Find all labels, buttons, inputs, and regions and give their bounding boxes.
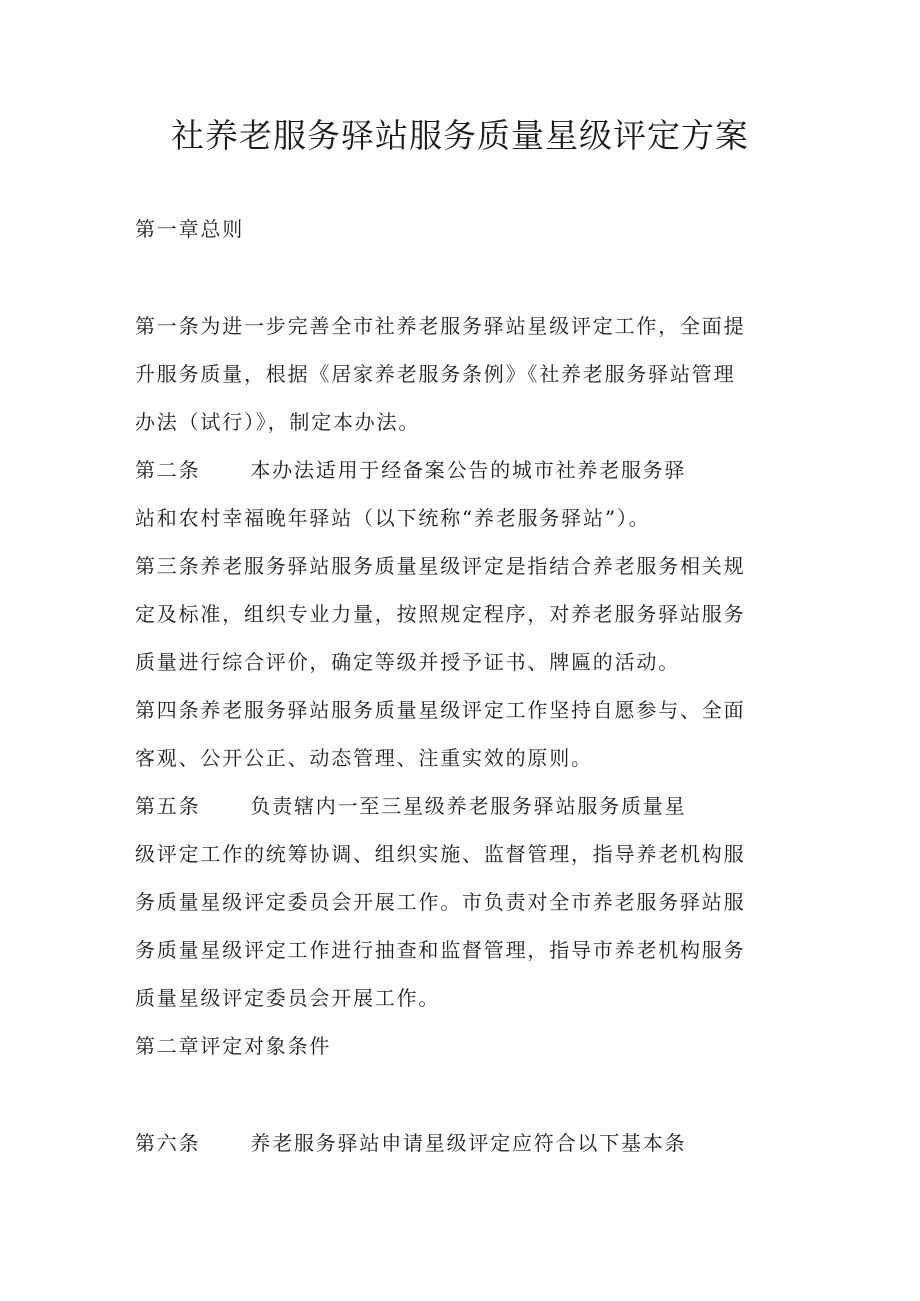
article3-line-2: 定及标准，组织专业力量，按照规定程序，对养老服务驿站服务 [135,602,746,626]
article5-line-2: 级评定工作的统筹协调、组织实施、监督管理，指导养老机构服 [135,842,746,866]
article5-line-4: 务质量星级评定工作进行抽查和监督管理，指导市养老机构服务 [135,938,746,962]
article2-line-1 [135,455,686,485]
article6-line-1 [135,1128,686,1158]
chapter1-heading: 第一章总则 [135,217,244,241]
article1-line-2: 升服务质量，根据《居家养老服务条例》《社养老服务驿站管理 [135,362,736,386]
article3-line-3: 质量进行综合评价，确定等级并授予证书、牌匾的活动。 [135,650,680,674]
article2-line-2: 站和农村幸福晚年驿站（以下统称“养老服务驿站”）。 [135,506,651,530]
article6-label: 第六条 [135,1131,201,1155]
article1-line-3: 办法（试行）》，制定本办法。 [135,410,421,434]
article2-text-1: 本办法适用于经备案公告的城市社养老服务驿 [250,458,687,482]
article6-text-1: 养老服务驿站申请星级评定应符合以下基本条 [250,1131,687,1155]
article5-label: 第五条 [135,794,201,818]
article5-text-1: 负责辖内一至三星级养老服务驿站服务质量星 [250,794,687,818]
article5-line-1 [135,791,686,821]
article1-line-1: 第一条为进一步完善全市社养老服务驿站星级评定工作，全面提 [135,314,746,338]
article4-line-1: 第四条养老服务驿站服务质量星级评定工作坚持自愿参与、全面 [135,698,746,722]
article5-line-5: 质量星级评定委员会开展工作。 [135,986,441,1010]
article5-line-3: 务质量星级评定委员会开展工作。市负责对全市养老服务驿站服 [135,890,746,914]
article2-label: 第二条 [135,458,201,482]
article4-line-2: 客观、公开公正、动态管理、注重实效的原则。 [135,746,593,770]
document-title: 社养老服务驿站服务质量星级评定方案 [171,116,749,155]
chapter2-heading: 第二章评定对象条件 [135,1034,332,1058]
article3-line-1: 第三条养老服务驿站服务质量星级评定是指结合养老服务相关规 [135,554,746,578]
